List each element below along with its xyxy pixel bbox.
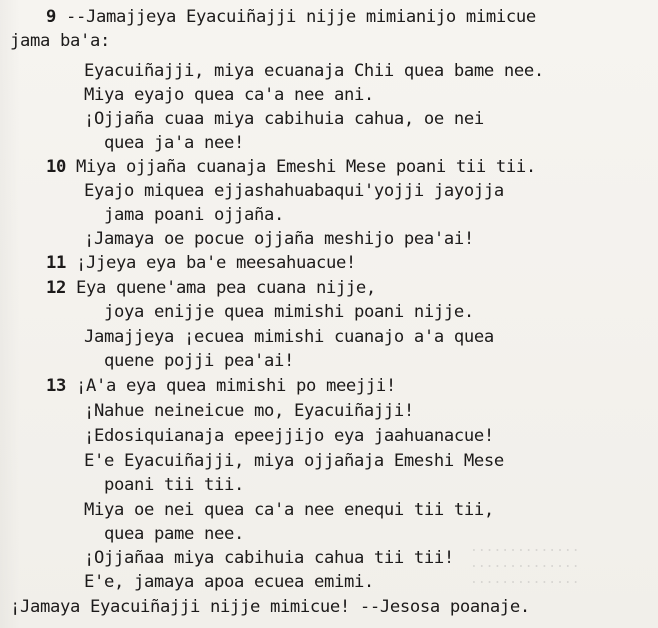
verse-10-line-1 [46,157,536,177]
verse-text: ¡Ojjañaa miya cabihuia cahua tii tii! [84,548,454,568]
verse-number: 9 [46,7,56,27]
verse-text: Jamajjeya ¡ecuea mimishi cuanajo a'a quea [84,327,494,347]
verse-text: ¡Jamaya Eyacuiñajji nijje mimicue! --Jesosa poanaje. [10,597,530,617]
verse-text: joya enijje quea mimishi poani nijje. [104,302,474,322]
verse-text: quea pame nee. [104,524,244,544]
verse-12-line-1 [46,278,376,298]
poem-line-continued [104,524,244,544]
poem-line-continued [104,351,294,371]
poem-line [84,401,414,421]
verse-text: --Jamajjeya Eyacuiñajji nijje mimianijo mimicue [56,7,536,27]
poem-line [84,451,504,471]
verse-text: quene pojji pea'ai! [104,351,294,371]
verse-text: Eyajo miquea ejjashahuabaqui'yojji jayojja [84,181,504,201]
verse-text: quea ja'a nee! [104,133,244,153]
verse-number: 10 [46,157,66,177]
poem-line [84,181,504,201]
poem-line [84,500,494,520]
verse-text: Miya eyajo quea ca'a nee ani. [84,85,374,105]
verse-11-line-1 [46,253,356,273]
poem-line-continued [104,302,474,322]
verse-text: jama ba'a: [10,31,110,51]
closing-line [10,597,530,617]
verse-text: Miya oe nei quea ca'a nee enequi tii tii, [84,500,494,520]
poem-line [84,327,494,347]
verse-text: Eyacuiñajji, miya ecuanaja Chii quea bame nee. [84,61,544,81]
poem-line-continued [104,475,244,495]
verse-text: ¡Jamaya oe pocue ojjaña meshijo pea'ai! [84,229,474,249]
poem-line [84,61,544,81]
poem-line [84,548,454,568]
poem-line [84,426,494,446]
verse-9-line-2 [10,31,110,51]
verse-text: jama poani ojjaña. [104,205,284,225]
poem-line-continued [104,205,284,225]
poem-line [84,85,374,105]
verse-13-line-1 [46,376,396,396]
poem-line [84,572,374,592]
verse-text: ¡Edosiquianaja epeejjijo eya jaahuanacue! [84,426,494,446]
verse-text: poani tii tii. [104,475,244,495]
verse-text: Miya ojjaña cuanaja Emeshi Mese poani tii tii. [66,157,536,177]
poem-line-continued [104,133,244,153]
verse-text: ¡Ojjaña cuaa miya cabihuia cahua, oe nei [84,109,484,129]
verse-text: Eya quene'ama pea cuana nijje, [66,278,376,298]
verse-number: 13 [46,376,66,396]
verse-text: ¡Nahue neineicue mo, Eyacuiñajji! [84,401,414,421]
bleed-through-texture: .............. .............. .............. [470,540,580,587]
verse-text: E'e Eyacuiñajji, miya ojjañaja Emeshi Mese [84,451,504,471]
poem-line [84,229,474,249]
verse-text: E'e, jamaya apoa ecuea emimi. [84,572,374,592]
verse-text: ¡A'a eya quea mimishi po meejji! [66,376,396,396]
verse-number: 12 [46,278,66,298]
verse-9-line-1 [46,7,536,27]
verse-number: 11 [46,253,66,273]
poem-line [84,109,484,129]
verse-text: ¡Jjeya eya ba'e meesahuacue! [66,253,356,273]
